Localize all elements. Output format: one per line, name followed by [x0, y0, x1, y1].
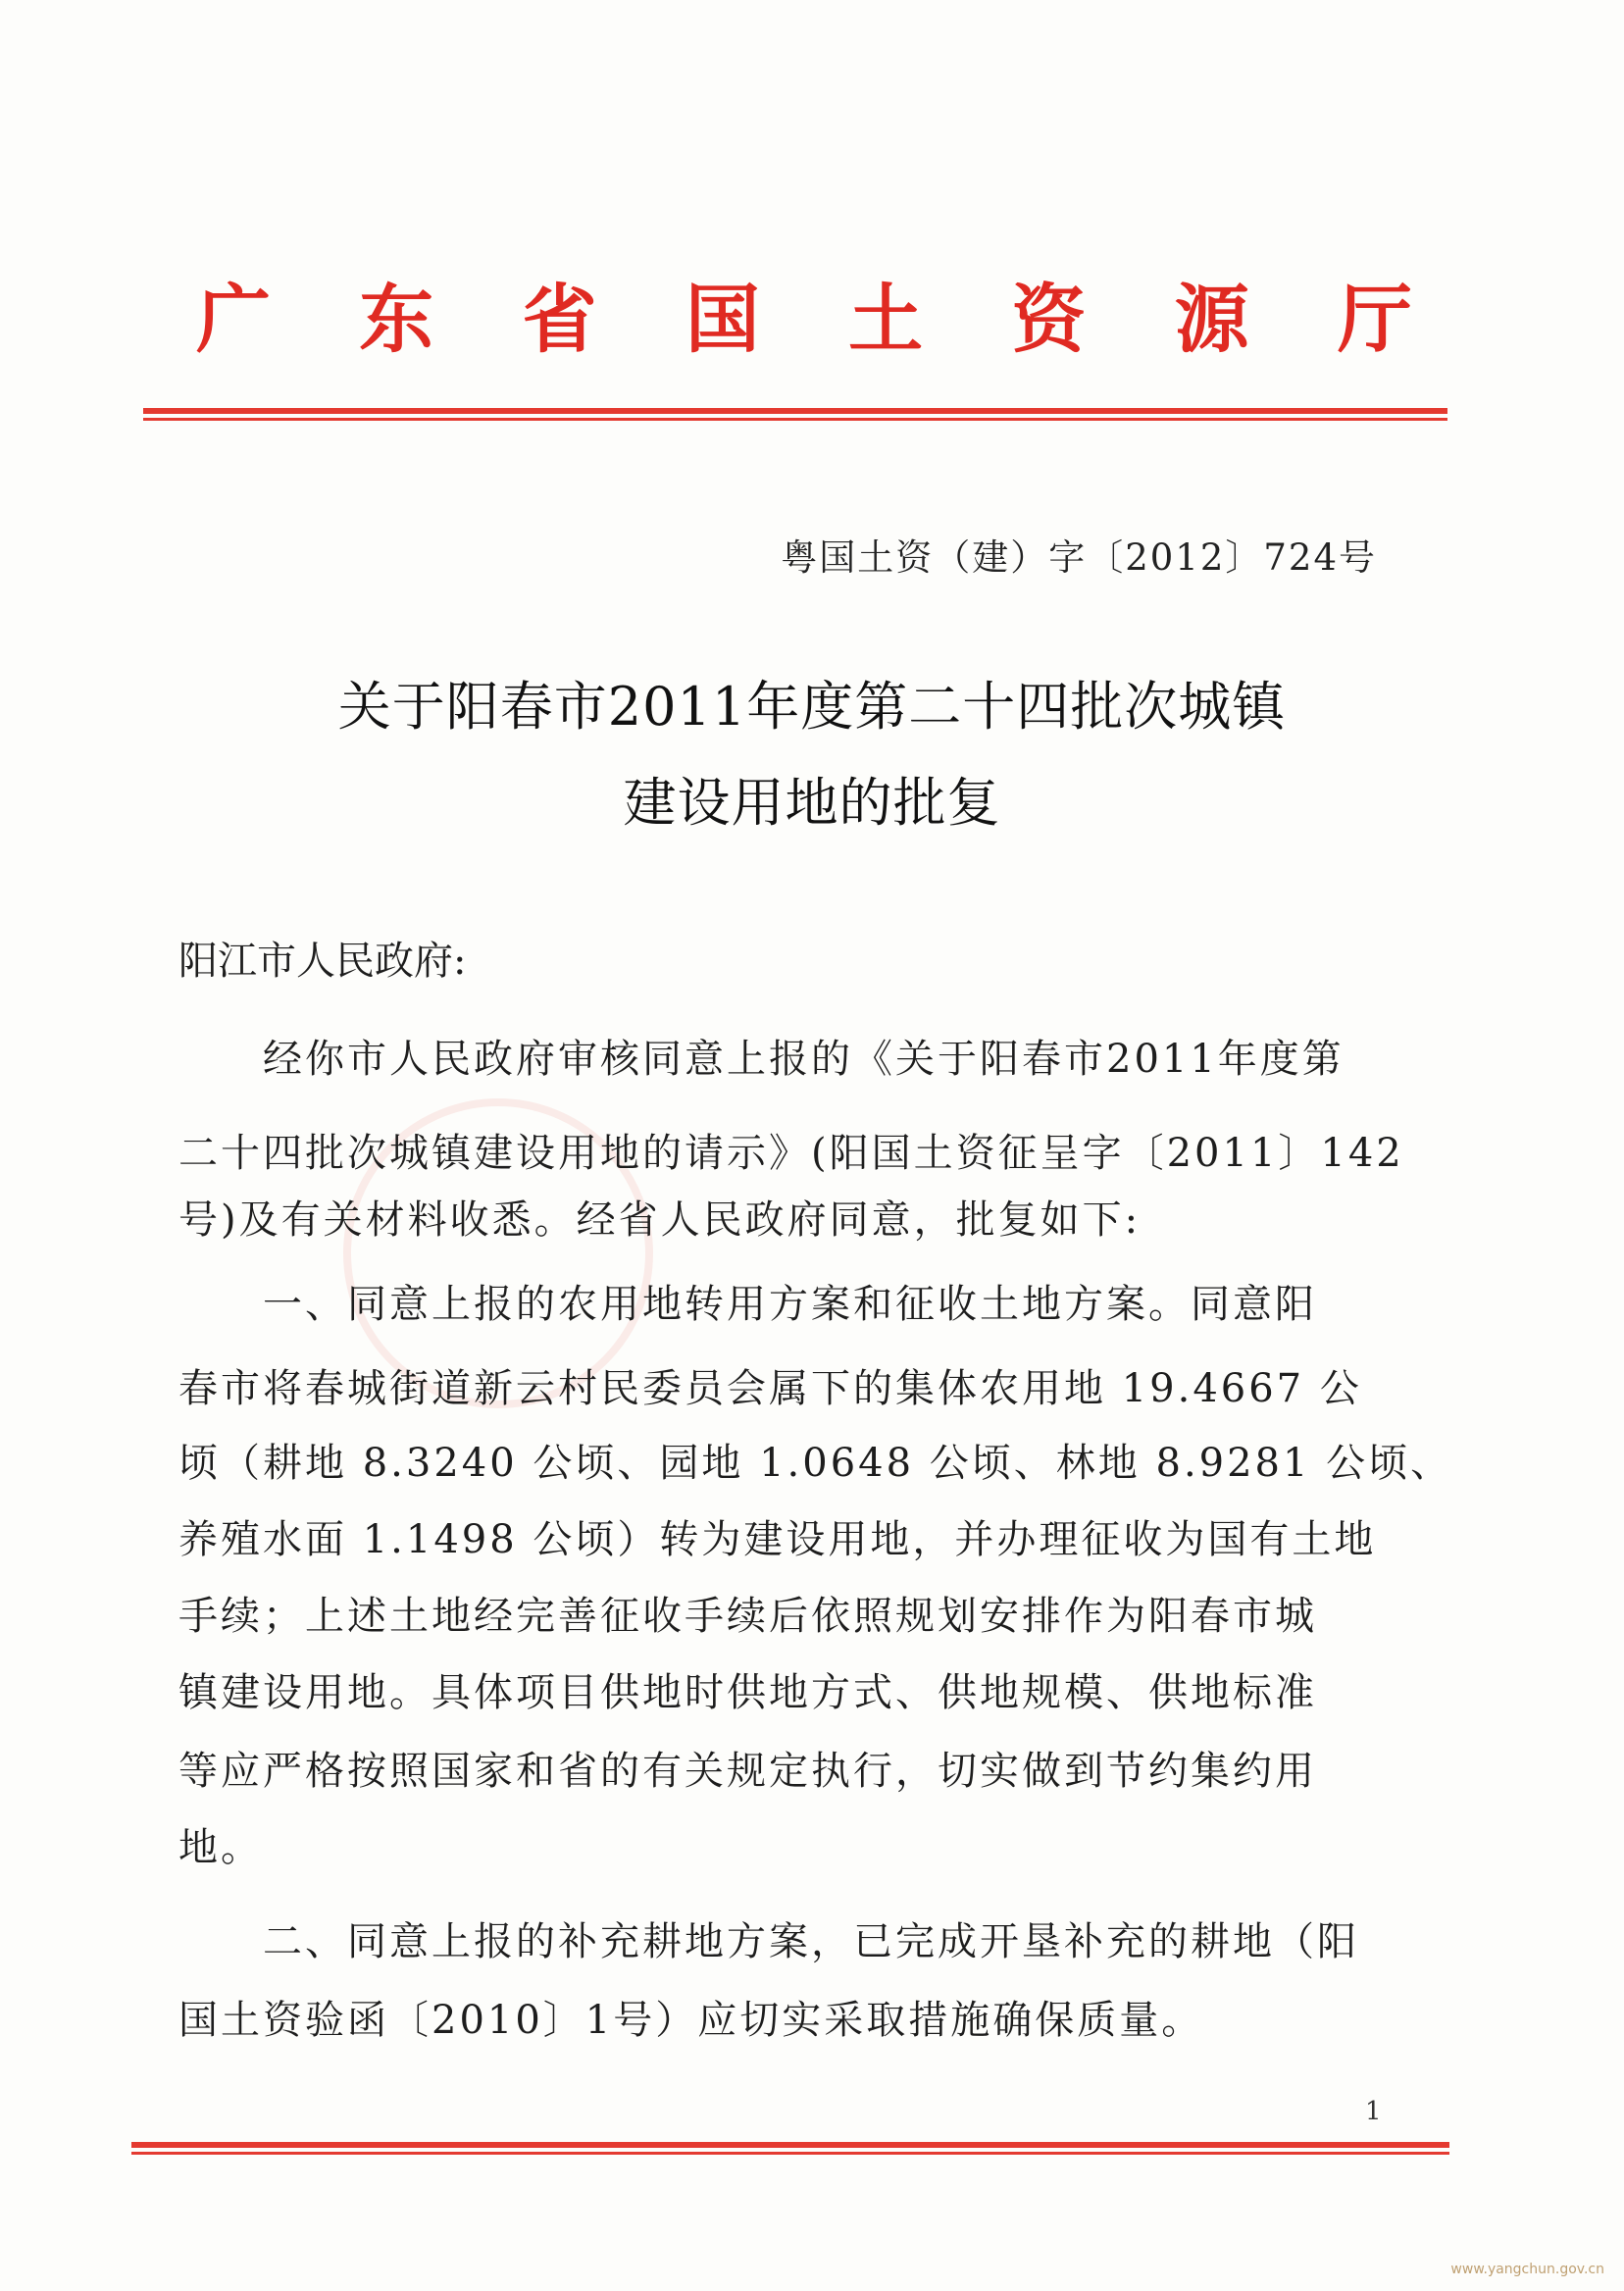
body-line: 二、同意上报的补充耕地方案，已完成开垦补充的耕地（阳 — [178, 1919, 1359, 1964]
divider-thick-line — [131, 2142, 1449, 2148]
page-number: 1 — [1365, 2097, 1382, 2126]
body-line: 经你市人民政府审核同意上报的《关于阳春市2011年度第 — [178, 1037, 1345, 1082]
letterhead-char: 东 — [359, 276, 434, 363]
divider-thick-line — [143, 408, 1447, 414]
letterhead-divider — [143, 408, 1447, 422]
body-line: 等应严格按照国家和省的有关规定执行，切实做到节约集约用 — [178, 1749, 1317, 1794]
document-title-line-1: 关于阳春市2011年度第二十四批次城镇 — [337, 676, 1287, 738]
body-line: 春市将春城街道新云村民委员会属下的集体农用地 19.4667 公 — [178, 1366, 1362, 1411]
letterhead — [196, 260, 1412, 367]
letterhead-char: 省 — [522, 276, 597, 363]
body-line: 国土资验函〔2010〕1号）应切实采取措施确保质量。 — [178, 1998, 1204, 2043]
divider-thin-line — [131, 2152, 1449, 2155]
letterhead-char: 源 — [1174, 276, 1249, 363]
body-line: 养殖水面 1.1498 公顷）转为建设用地，并办理征收为国有土地 — [178, 1517, 1377, 1562]
letterhead-char: 国 — [685, 276, 760, 363]
body-line: 镇建设用地。具体项目供地时供地方式、供地规模、供地标准 — [178, 1670, 1317, 1715]
letterhead-char: 厅 — [1337, 276, 1412, 363]
body-line: 一、同意上报的农用地转用方案和征收土地方案。同意阳 — [178, 1282, 1317, 1327]
document-number: 粤国土资（建）字〔2012〕724号 — [781, 536, 1377, 579]
letterhead-char: 资 — [1011, 276, 1087, 363]
letterhead-char: 广 — [196, 276, 271, 363]
divider-thin-line — [143, 418, 1447, 421]
footer-divider — [131, 2142, 1449, 2156]
body-line: 顷（耕地 8.3240 公顷、园地 1.0648 公顷、林地 8.9281 公顷、 — [178, 1441, 1453, 1486]
document-title-line-2: 建设用地的批复 — [623, 772, 1001, 834]
addressee: 阳江市人民政府: — [178, 939, 467, 984]
letterhead-char: 土 — [848, 276, 924, 363]
body-line: 号)及有关材料收悉。经省人民政府同意，批复如下: — [178, 1197, 1142, 1243]
body-line: 二十四批次城镇建设用地的请示》(阳国土资征呈字〔2011〕142 — [178, 1131, 1404, 1176]
body-line: 手续；上述土地经完善征收手续后依照规划安排作为阳春市城 — [178, 1594, 1317, 1639]
site-watermark: www.yangchun.gov.cn — [1450, 2262, 1604, 2277]
body-line: 地。 — [178, 1825, 263, 1870]
